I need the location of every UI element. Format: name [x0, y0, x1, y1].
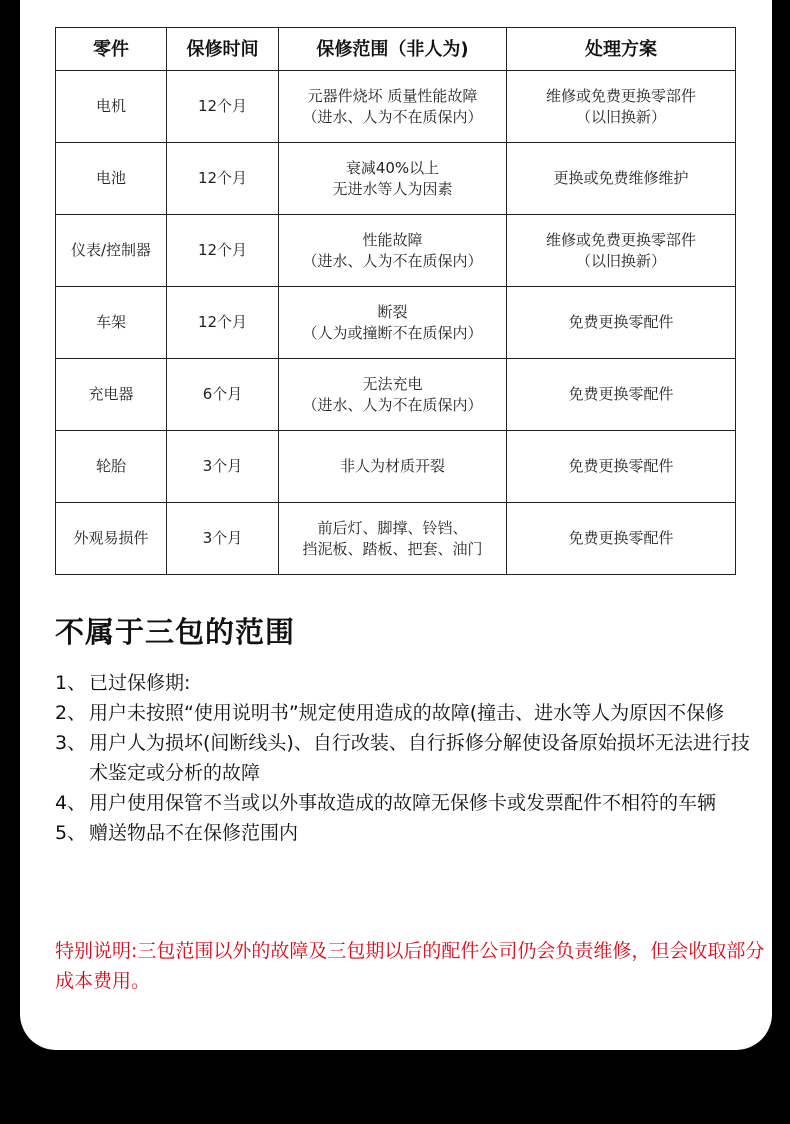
- item-text: 用户使用保管不当或以外事故造成的故障无保修卡或发票配件不相符的车辆: [89, 792, 717, 814]
- solution-line: 维修或免费更换零部件: [545, 86, 696, 105]
- item-number: 5、: [55, 822, 87, 844]
- cell-part: 电池: [56, 143, 167, 215]
- cell-scope: [279, 71, 507, 143]
- list-item: [55, 728, 755, 788]
- scope-line: 衰减40%以上: [345, 158, 440, 177]
- cell-period: 12个月: [167, 143, 279, 215]
- table-row: [56, 503, 736, 575]
- solution-line: 免费更换零配件: [568, 385, 674, 403]
- cell-scope: [279, 359, 507, 431]
- scope-line: 挡泥板、踏板、把套、油门: [302, 539, 483, 558]
- item-number: 3、: [55, 732, 87, 754]
- item-number: 4、: [55, 792, 87, 814]
- scope-line: 性能故障: [362, 230, 423, 249]
- item-number: 1、: [55, 672, 87, 694]
- cell-period: 3个月: [167, 431, 279, 503]
- table-row: [56, 143, 736, 215]
- cell-solution: [507, 359, 736, 431]
- table-row: [56, 215, 736, 287]
- cell-part: 外观易损件: [56, 503, 167, 575]
- item-text: 用户人为损坏(间断线头)、自行改装、自行拆修分解使设备原始损坏无法进行技术鉴定或分析的故障: [89, 732, 750, 784]
- cell-part: 轮胎: [56, 431, 167, 503]
- scope-line: 无进水等人为因素: [332, 179, 453, 198]
- cell-solution: [507, 431, 736, 503]
- scope-line: （进水、人为不在质保内）: [302, 107, 483, 126]
- cell-part: 车架: [56, 287, 167, 359]
- scope-line: （进水、人为不在质保内）: [302, 395, 483, 414]
- table-row: [56, 287, 736, 359]
- scope-line: 元器件烧坏 质量性能故障: [307, 86, 478, 105]
- cell-period: 12个月: [167, 71, 279, 143]
- cell-part: 充电器: [56, 359, 167, 431]
- cell-scope: [279, 143, 507, 215]
- document-card: [20, 0, 772, 1050]
- solution-line: 维修或免费更换零部件: [545, 230, 696, 249]
- cell-scope: [279, 503, 507, 575]
- cell-solution: [507, 215, 736, 287]
- item-text: 赠送物品不在保修范围内: [89, 822, 299, 844]
- exclusions-title: 不属于三包的范围: [55, 615, 296, 649]
- cell-solution: [507, 71, 736, 143]
- cell-part: 仪表/控制器: [56, 215, 167, 287]
- solution-line: （以旧换新）: [575, 251, 666, 270]
- header-scope: 保修范围（非人为): [279, 28, 507, 71]
- item-number: 2、: [55, 702, 87, 724]
- cell-solution: [507, 287, 736, 359]
- exclusions-list: [55, 668, 755, 848]
- scope-line: （人为或撞断不在质保内）: [302, 323, 483, 342]
- cell-scope: [279, 215, 507, 287]
- cell-scope: [279, 287, 507, 359]
- header-part: 零件: [56, 28, 167, 71]
- cell-scope: [279, 431, 507, 503]
- list-item: [55, 818, 755, 848]
- cell-period: 12个月: [167, 215, 279, 287]
- solution-line: 免费更换零配件: [568, 457, 674, 475]
- cell-solution: [507, 143, 736, 215]
- scope-line: 无法充电: [362, 374, 423, 393]
- cell-solution: [507, 503, 736, 575]
- table-row: [56, 71, 736, 143]
- cell-period: 12个月: [167, 287, 279, 359]
- item-text: 用户未按照“使用说明书”规定使用造成的故障(撞击、进水等人为原因不保修: [89, 702, 725, 724]
- list-item: [55, 788, 755, 818]
- table-row: [56, 431, 736, 503]
- header-solution: 处理方案: [507, 28, 736, 71]
- list-item: [55, 668, 755, 698]
- solution-line: 更换或免费维修维护: [553, 169, 689, 187]
- table-header-row: [56, 28, 736, 71]
- cell-period: 3个月: [167, 503, 279, 575]
- special-note: 特别说明:三包范围以外的故障及三包期以后的配件公司仍会负责维修，但会收取部分成本费用。: [55, 940, 765, 992]
- cell-period: 6个月: [167, 359, 279, 431]
- solution-line: （以旧换新）: [575, 107, 666, 126]
- item-text: 已过保修期:: [89, 672, 191, 694]
- solution-line: 免费更换零配件: [568, 313, 674, 331]
- solution-line: 免费更换零配件: [568, 529, 674, 547]
- cell-part: 电机: [56, 71, 167, 143]
- list-item: [55, 698, 755, 728]
- scope-line: （进水、人为不在质保内）: [302, 251, 483, 270]
- scope-line: 前后灯、脚撑、铃铛、: [317, 518, 468, 537]
- table-row: [56, 359, 736, 431]
- scope-line: 断裂: [377, 302, 408, 321]
- scope-line: 非人为材质开裂: [339, 457, 445, 475]
- warranty-table: [55, 27, 736, 575]
- header-period: 保修时间: [167, 28, 279, 71]
